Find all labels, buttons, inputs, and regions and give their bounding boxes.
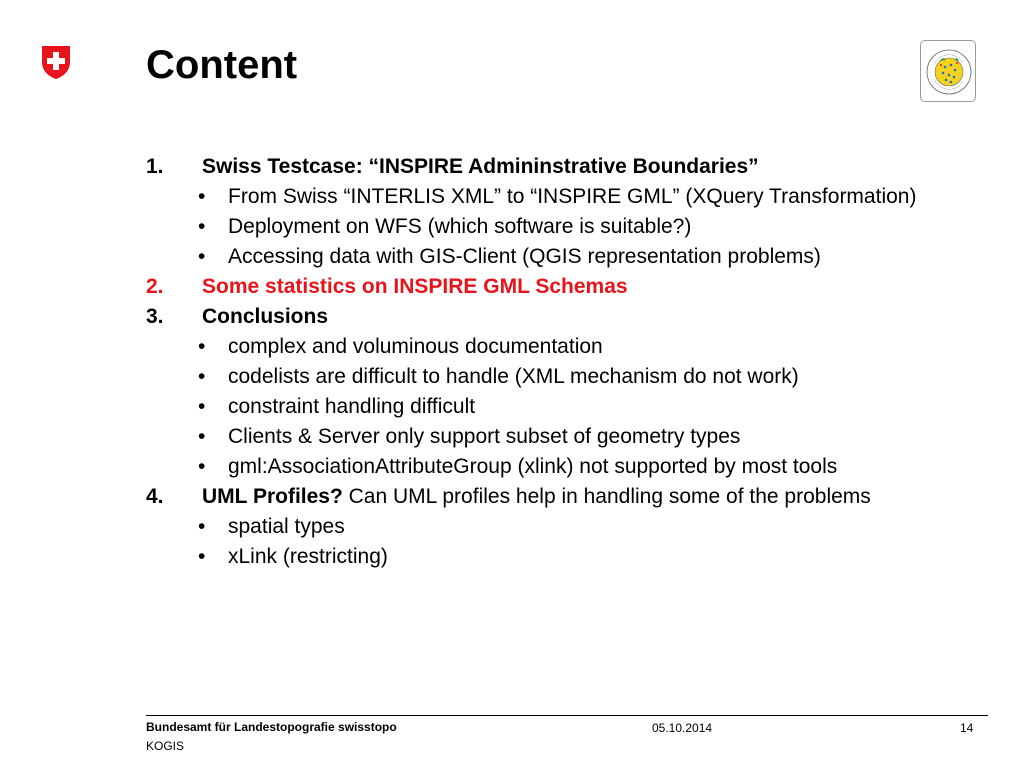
inspire-logo-icon [920,40,976,102]
bullet-item [146,546,996,568]
list-item-4 [146,486,996,508]
item-heading: Swiss Testcase: “INSPIRE Admininstrative Boundaries” [202,155,759,178]
bullet-text: constraint handling difficult [228,395,476,418]
bullet-icon: • [198,425,206,448]
item-number: 3. [146,305,164,328]
item-number: 1. [146,155,164,178]
bullet-text: spatial types [228,515,345,538]
bullet-item [146,426,996,448]
bullet-text: gml:AssociationAttributeGroup (xlink) not supported by most tools [228,455,838,478]
content-list [146,156,996,576]
item-number: 2. [146,275,164,298]
item-text: Can UML profiles help in handling some of the problems [342,485,871,508]
footer-unit: KOGIS [146,739,185,753]
bullet-icon: • [198,215,206,238]
item-heading: Some statistics on INSPIRE GML Schemas [202,275,628,298]
bullet-icon: • [198,185,206,208]
bullet-text: codelists are difficult to handle (XML mechanism do not work) [228,365,799,388]
item-heading: UML Profiles? [202,485,343,508]
page-title: Content [146,43,298,87]
swiss-cross-logo-icon [40,44,72,80]
bullet-text: complex and voluminous documentation [228,335,603,358]
item-number: 4. [146,485,164,508]
bullet-text: xLink (restricting) [228,545,388,568]
bullet-icon: • [198,545,206,568]
bullet-item [146,456,996,478]
footer-date: 05.10.2014 [652,721,713,735]
bullet-item [146,396,996,418]
bullet-icon: • [198,365,206,388]
list-item-2 [146,276,996,298]
bullet-item [146,246,996,268]
bullet-icon: • [198,395,206,418]
bullet-text: From Swiss “INTERLIS XML” to “INSPIRE GML” (XQuery Transformation) [228,185,917,208]
bullet-icon: • [198,455,206,478]
bullet-item [146,336,996,358]
bullet-text: Clients & Server only support subset of geometry types [228,425,741,448]
item-heading: Conclusions [202,305,329,328]
bullet-item [146,216,996,238]
list-item-1 [146,156,996,178]
bullet-icon: • [198,245,206,268]
bullet-item [146,366,996,388]
bullet-icon: • [198,515,206,538]
bullet-item [146,516,996,538]
bullet-item [146,186,996,208]
footer-organization: Bundesamt für Landestopografie swisstopo [146,720,397,734]
page-number: 14 [960,721,974,735]
bullet-icon: • [198,335,206,358]
bullet-text: Accessing data with GIS-Client (QGIS representation problems) [228,245,821,268]
list-item-3 [146,306,996,328]
bullet-text: Deployment on WFS (which software is suitable?) [228,215,692,238]
footer-divider [146,715,988,716]
